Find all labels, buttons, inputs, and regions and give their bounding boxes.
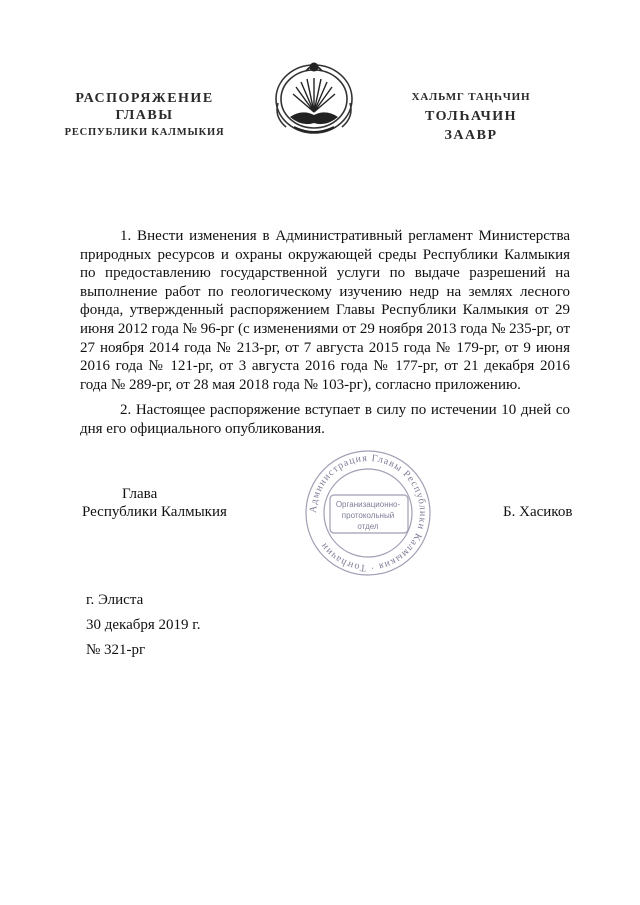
header-right-line2: ТОЛҺАЧИН: [424, 109, 518, 124]
header-right-line3: ЗААВР: [444, 128, 498, 143]
stamp-seal: [302, 447, 434, 579]
paragraph-1: 1. Внести изменения в Административный регламент Министерства природных ресурсов и охраны окружающей среды Республики Калмыкия по предоставлению государственной услуги по выдаче разрешений на выполнение работ по геологическому изучению недр на землях лесного фонда, утвержденный распоряжением Главы Республики Калмыкия от 29 июня 2012 года № 96-рг (с изменениями от 29 ноября 2013 года № 235-рг, от 27 ноября 2014 года № 213-рг, от 7 августа 2015 года № 179-рг, от 9 июня 2016 года № 121-рг, от 3 августа 2016 года № 177-рг, от 21 декабря 2016 года № 289-рг, от 28 мая 2018 года № 103-рг), согласно приложению.: [80, 228, 570, 393]
header-left: [62, 90, 227, 141]
paragraph-2: 2. Настоящее распоряжение вступает в силу по истечении 10 дней со дня его официального опубликования.: [80, 402, 570, 437]
stamp-center-line1: Организационно-: [335, 500, 401, 509]
signature-title-line2: Республики Калмыкия: [82, 504, 227, 520]
signature-title-line1: Глава: [122, 486, 158, 502]
header-left-line3: РЕСПУБЛИКИ КАЛМЫКИЯ: [64, 127, 225, 138]
emblem-icon: [272, 57, 356, 143]
footer-date: 30 декабря 2019 г.: [86, 617, 201, 633]
signature-name: Б. Хасиков: [503, 504, 573, 520]
stamp-center-line2: протокольный: [341, 511, 395, 520]
footer-city: г. Элиста: [86, 592, 144, 608]
header-left-line2: ГЛАВЫ: [115, 108, 174, 123]
header-right-line1: ХАЛЬМГ ТАҢҺЧИН: [411, 91, 531, 103]
footer-number: № 321-рг: [86, 642, 146, 658]
header-left-line1: РАСПОРЯЖЕНИЕ: [75, 91, 214, 106]
header-right: [392, 88, 550, 145]
stamp-center-line3: отдел: [357, 522, 379, 531]
stamp-ring-text: Администрация Главы Республики Калмыкия · Тоҥhачин: [307, 452, 429, 574]
